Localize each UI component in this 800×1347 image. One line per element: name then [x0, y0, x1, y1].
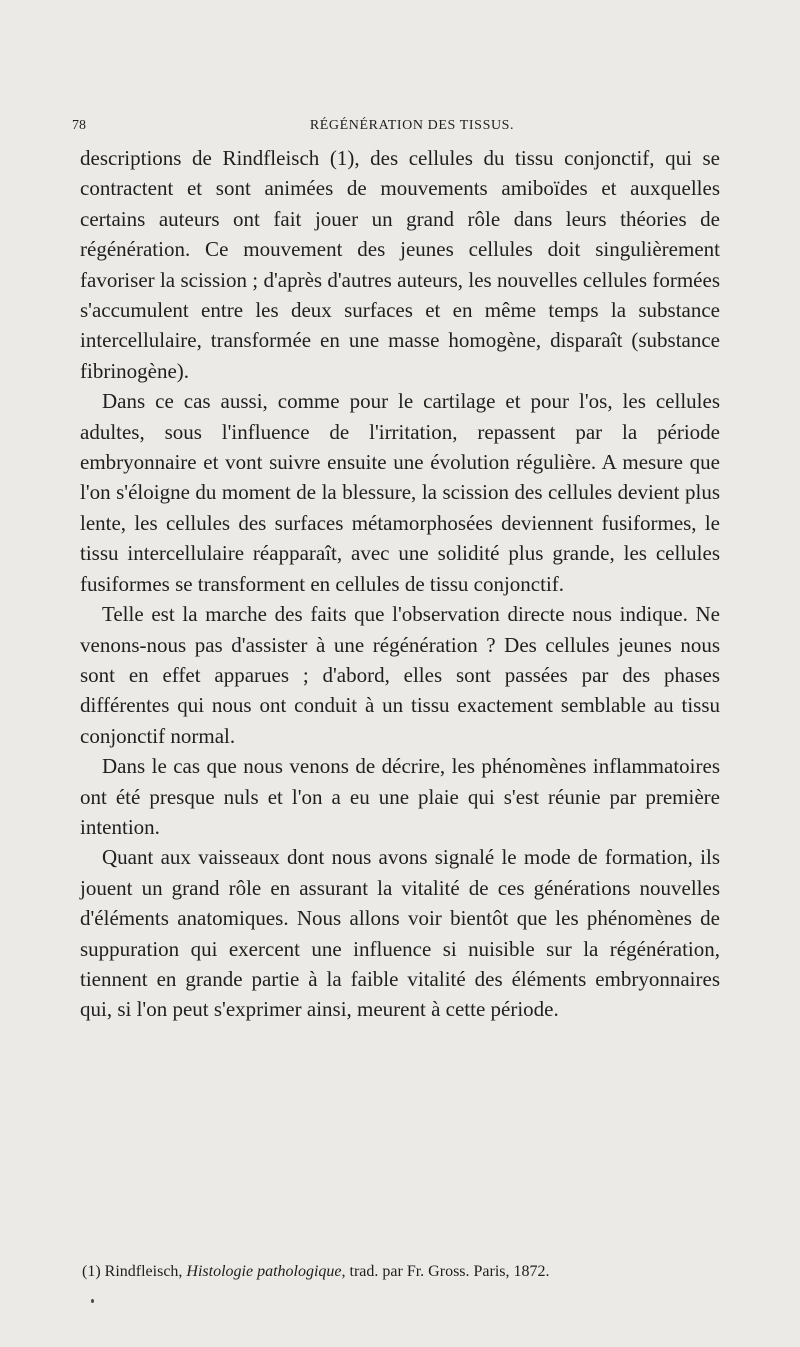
- footnote-author: Rindfleisch,: [104, 1263, 183, 1280]
- body-text: [80, 143, 720, 1025]
- paragraph-5: Quant aux vaisseaux dont nous avons signalé le mode de formation, ils jouent un grand rôle en assurant la vitalité de ces générations nouvelles d'éléments anatomiques. Nous allons voir bientôt que les phénomènes de suppuration qui exercent une influence si nuisible sur la régénération, tiennent en grande partie à la faible vitalité des éléments embryonnaires qui, si l'on peut s'exprimer ainsi, meurent à cette période.: [80, 845, 720, 1022]
- page-number: 78: [72, 118, 86, 133]
- footnote: [82, 1262, 722, 1282]
- page-header: [72, 118, 712, 140]
- footnote-title: Histologie pathologique,: [186, 1263, 346, 1280]
- ink-speck: [91, 1299, 94, 1303]
- running-head: RÉGÉNÉRATION DES TISSUS.: [309, 118, 515, 133]
- paragraph-3: Telle est la marche des faits que l'observation directe nous indique. Ne venons-nous pas d'assister à une régénération ? Des cellules jeunes nous sont en effet apparues ; d'abord, elles sont passées par des phases différentes qui nous ont conduit à un tissu exactement semblable au tissu conjonctif normal.: [80, 602, 720, 748]
- footnote-publication: trad. par Fr. Gross. Paris, 1872.: [349, 1263, 550, 1280]
- footnote-marker: (1): [82, 1263, 101, 1280]
- paragraph-2: Dans ce cas aussi, comme pour le cartilage et pour l'os, les cellules adultes, sous l'influence de l'irritation, repassent par la période embryonnaire et vont suivre ensuite une évolution régulière. A mesure que l'on s'éloigne du moment de la blessure, la scission des cellules devient plus lente, les cellules des surfaces métamorphosées deviennent fusiformes, le tissu intercellulaire réapparaît, avec une solidité plus grande, les cellules fusiformes se transforment en cellules de tissu conjonctif.: [80, 389, 720, 596]
- paragraph-1: descriptions de Rindfleisch (1), des cellules du tissu conjonctif, qui se contractent et sont animées de mouvements amiboïdes et auxquelles certains auteurs ont fait jouer un grand rôle dans leurs théories de régénération. Ce mouvement des jeunes cellules doit singulièrement favoriser la scission ; d'après d'autres auteurs, les nouvelles cellules formées s'accumulent entre les deux surfaces et en même temps la substance intercellulaire, transformée en une masse homogène, disparaît (substance fibrinogène).: [80, 146, 720, 383]
- paragraph-4: Dans le cas que nous venons de décrire, les phénomènes inflammatoires ont été presque nuls et l'on a eu une plaie qui s'est réunie par première intention.: [80, 754, 720, 839]
